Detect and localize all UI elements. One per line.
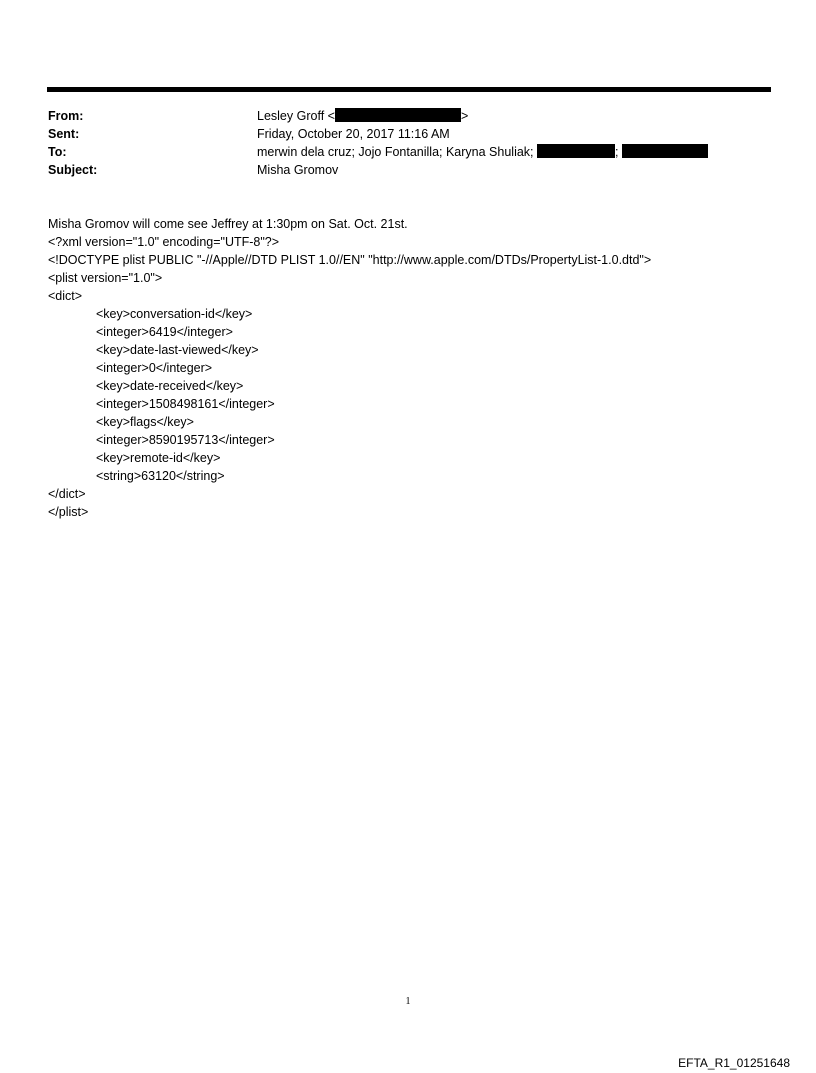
from-value <box>257 107 468 125</box>
body-line: <?xml version="1.0" encoding="UTF-8"?> <box>48 235 280 249</box>
from-close: > <box>460 109 469 123</box>
to-recipients: merwin dela cruz; Jojo Fontanilla; Karyna Shuliak; <box>257 145 534 159</box>
dict-line: <key>date-last-viewed</key> <box>96 343 259 357</box>
dict-line: <key>remote-id</key> <box>96 451 221 465</box>
subject-value: Misha Gromov <box>257 163 339 177</box>
dict-line: <string>63120</string> <box>96 469 225 483</box>
redaction-box <box>537 144 615 158</box>
redaction-box <box>335 108 461 122</box>
dict-line: <integer>6419</integer> <box>96 325 233 339</box>
body-line: <dict> <box>48 289 83 303</box>
sent-value: Friday, October 20, 2017 11:16 AM <box>257 127 450 141</box>
body-line: <!DOCTYPE plist PUBLIC "-//Apple//DTD PLIST 1.0//EN" "http://www.apple.com/DTDs/PropertyList-1.0.dtd"> <box>48 253 652 267</box>
dict-line: <key>conversation-id</key> <box>96 307 253 321</box>
dict-line: <integer>8590195713</integer> <box>96 433 275 447</box>
dict-line: <integer>0</integer> <box>96 361 213 375</box>
dict-line: <key>date-received</key> <box>96 379 244 393</box>
sent-label: Sent: <box>48 127 80 141</box>
subject-label: Subject: <box>48 163 98 177</box>
body-line: </plist> <box>48 505 89 519</box>
dict-line: <key>flags</key> <box>96 415 194 429</box>
to-separator: ; <box>615 145 619 159</box>
from-name: Lesley Groff < <box>257 109 335 123</box>
body-line: Misha Gromov will come see Jeffrey at 1:30pm on Sat. Oct. 21st. <box>48 217 408 231</box>
from-label: From: <box>48 109 84 123</box>
dict-line: <integer>1508498161</integer> <box>96 397 275 411</box>
redaction-box <box>622 144 708 158</box>
body-line: </dict> <box>48 487 86 501</box>
document-id: EFTA_R1_01251648 <box>678 1056 790 1070</box>
page-number: 1 <box>405 996 411 1007</box>
to-value <box>257 143 708 161</box>
header-rule <box>47 87 771 92</box>
to-label: To: <box>48 145 67 159</box>
body-line: <plist version="1.0"> <box>48 271 163 285</box>
